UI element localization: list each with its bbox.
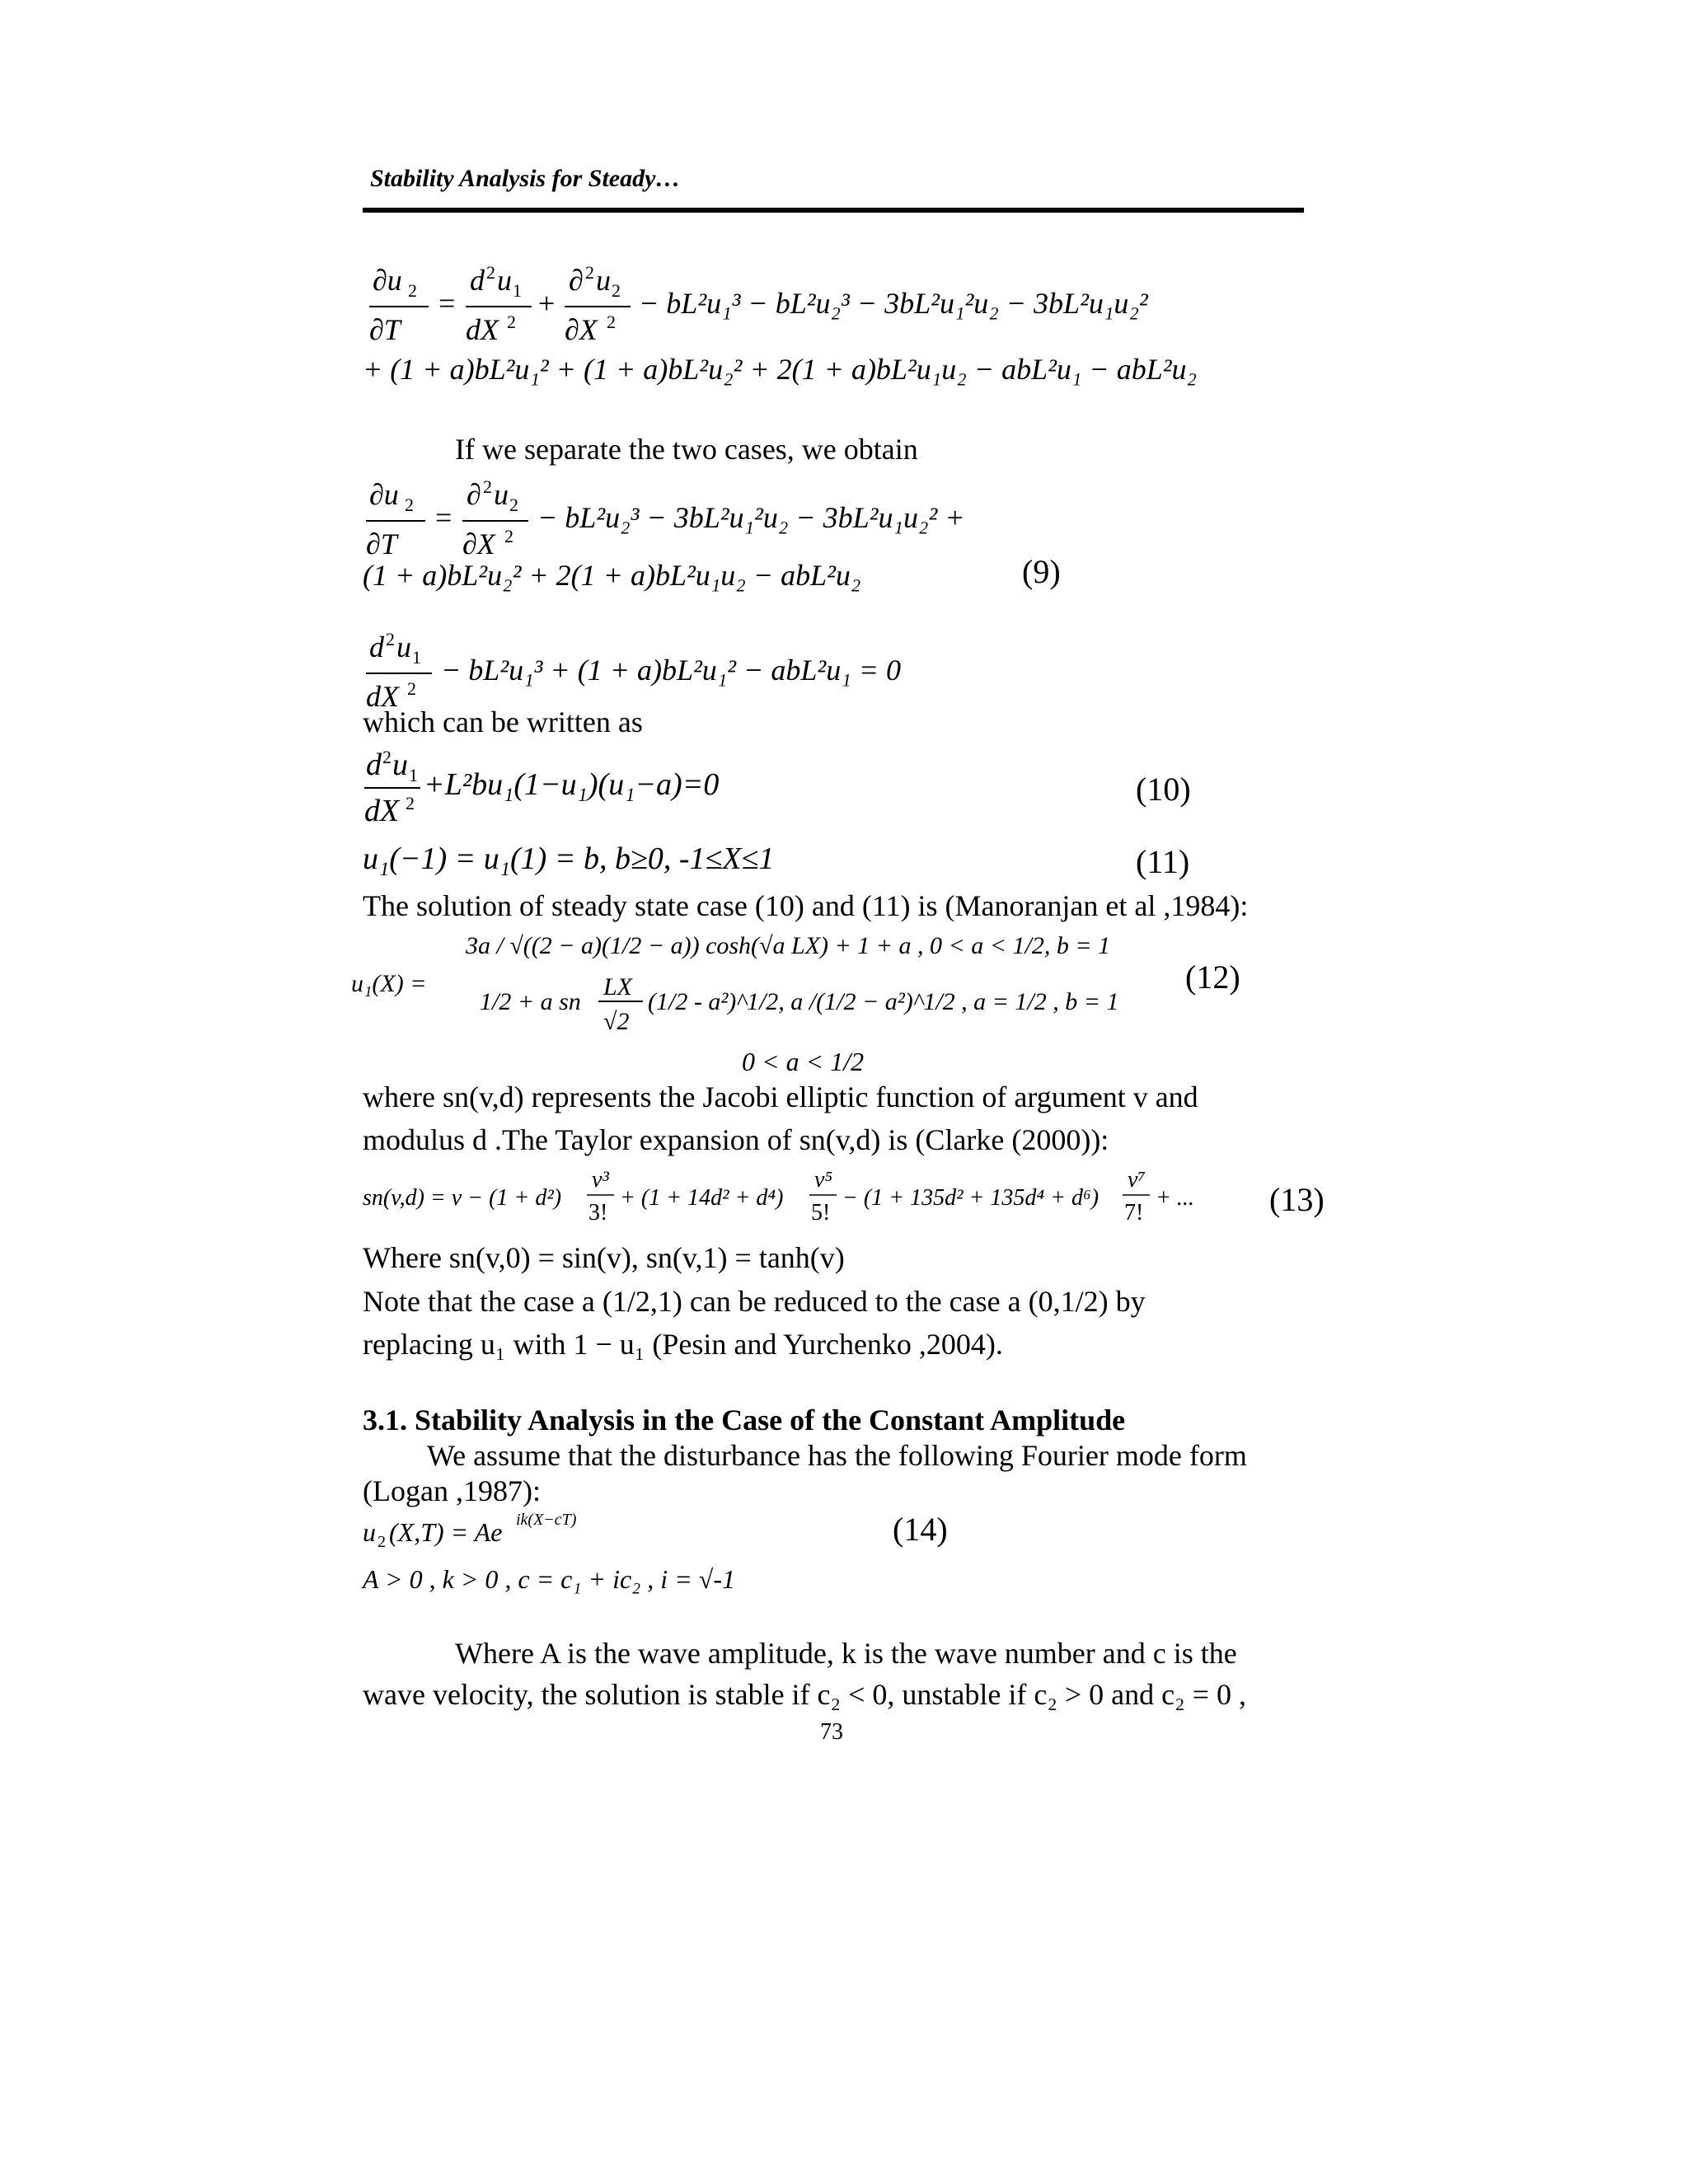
- svg-text:+L²bu₁(1−u₁)(u₁−a)=0: +L²bu₁(1−u₁)(u₁−a)=0: [424, 767, 720, 802]
- eq12-condition: 0 < a < 1/2: [742, 1047, 865, 1076]
- svg-text:sn(v,d) = v − (1 + d²): sn(v,d) = v − (1 + d²): [363, 1185, 562, 1211]
- svg-text:− (1 + 135d² + 135d⁴ + d⁶): − (1 + 135d² + 135d⁴ + d⁶): [842, 1185, 1100, 1211]
- svg-text:d: d: [369, 630, 384, 663]
- svg-text:2: 2: [486, 262, 495, 283]
- page-number: 73: [820, 1719, 843, 1745]
- svg-text:∂: ∂: [569, 264, 584, 297]
- text-where-2: modulus d .The Taylor expansion of sn(v,d) is (Clarke (2000)):: [363, 1123, 1109, 1156]
- text-assume-1: We assume that the disturbance has the following Fourier mode form: [427, 1439, 1247, 1472]
- text-final-2: wave velocity, the solution is stable if c₂ < 0, unstable if c₂ > 0 and c₂ = 0 ,: [363, 1678, 1246, 1711]
- svg-text:− bL²u₁³ + (1 + a)bL²u₁² − abL: − bL²u₁³ + (1 + a)bL²u₁² − abL²u₁ = 0: [441, 654, 902, 687]
- svg-text:2: 2: [406, 793, 415, 813]
- svg-text:∂X: ∂X: [565, 313, 598, 346]
- svg-text:∂: ∂: [467, 478, 481, 511]
- text-where-1: where sn(v,d) represents the Jacobi elliptic function of argument v and: [363, 1080, 1198, 1113]
- svg-text:2: 2: [507, 312, 516, 332]
- svg-text:u: u: [396, 630, 411, 663]
- text-note-1: Note that the case a (1/2,1) can be reduced to the case a (0,1/2) by: [363, 1285, 1146, 1318]
- svg-text:3!: 3!: [588, 1200, 608, 1226]
- equation-14: [363, 1504, 940, 1554]
- eq14-conditions: A > 0 , k > 0 , c = c₁ + ic₂ , i = √-1: [363, 1564, 735, 1594]
- svg-text:∂X: ∂X: [462, 527, 495, 560]
- svg-text:2: 2: [405, 494, 414, 515]
- eq12-number: (12): [1185, 958, 1240, 996]
- svg-text:d: d: [470, 264, 485, 297]
- text-note-2: replacing u₁ with 1 − u₁ (Pesin and Yurchenko ,2004).: [363, 1328, 1003, 1361]
- svg-text:+ ...: + ...: [1156, 1185, 1194, 1211]
- svg-text:2: 2: [377, 1533, 386, 1551]
- svg-text:+ (1 + 14d² + d⁴): + (1 + 14d² + d⁴): [620, 1185, 784, 1211]
- svg-text:2: 2: [386, 629, 395, 649]
- svg-text:∂T: ∂T: [369, 313, 401, 346]
- svg-text:u: u: [497, 264, 512, 297]
- svg-text:5!: 5!: [811, 1200, 831, 1226]
- svg-text:dX: dX: [364, 794, 400, 828]
- svg-text:2: 2: [585, 262, 594, 283]
- text-written-as: which can be written as: [363, 705, 643, 738]
- svg-text:1/2 + a sn: 1/2 + a sn: [480, 988, 581, 1015]
- text-where-sn: Where sn(v,0) = sin(v), sn(v,1) = tanh(v): [363, 1241, 845, 1274]
- svg-text:− bL²u₁³ − bL²u₂³ − 3bL²u₁²u₂: − bL²u₁³ − bL²u₂³ − 3bL²u₁²u₂ − 3bL²u₁u₂²: [639, 287, 1148, 320]
- svg-text:2: 2: [607, 312, 616, 332]
- svg-text:(X,T) = Ae: (X,T) = Ae: [389, 1517, 503, 1547]
- header-rule: [363, 208, 1304, 213]
- svg-text:+: +: [538, 287, 556, 320]
- text-separate: If we separate the two cases, we obtain: [455, 433, 918, 466]
- eq14-number: (14): [893, 1511, 948, 1548]
- svg-text:∂u: ∂u: [373, 264, 402, 297]
- svg-text:(1/2 - a²)^1/2, a /(1/2 − a²)^: (1/2 - a²)^1/2, a /(1/2 − a²)^1/2 , a = 1/2 , b = 1: [648, 988, 1119, 1015]
- svg-text:7!: 7!: [1124, 1200, 1144, 1226]
- svg-text:3a / √((2 − a)(1/2 − a)) cosh(: 3a / √((2 − a)(1/2 − a)) cosh(√a LX) + 1 + a , 0 < a < 1/2, b = 1: [466, 932, 1111, 959]
- svg-text:v⁷: v⁷: [1128, 1167, 1146, 1193]
- text-final-1: Where A is the wave amplitude, k is the wave number and c is the: [455, 1637, 1237, 1670]
- equation-9: [363, 470, 1302, 610]
- svg-text:v⁵: v⁵: [814, 1167, 833, 1193]
- svg-text:1: 1: [513, 280, 522, 301]
- svg-text:2: 2: [382, 747, 392, 767]
- svg-text:+ (1 + a)bL²u₁² + (1 + a)bL²u₂: + (1 + a)bL²u₁² + (1 + a)bL²u₂² + 2(1 + a)bL²u₁u₂ − abL²u₁ − abL²u₂: [363, 353, 1198, 386]
- svg-text:√2: √2: [603, 1008, 630, 1035]
- svg-text:2: 2: [483, 476, 492, 497]
- equation-11: u₁(−1) = u₁(1) = b, b≥0, -1≤X≤1: [363, 841, 775, 876]
- eq13-number: (13): [1269, 1181, 1325, 1218]
- svg-text:1: 1: [412, 647, 421, 668]
- svg-text:dX: dX: [366, 680, 399, 713]
- running-header: Stability Analysis for Steady…: [370, 165, 681, 192]
- svg-text:1: 1: [409, 765, 418, 785]
- svg-text:∂u: ∂u: [369, 478, 399, 511]
- svg-text:=: =: [435, 501, 452, 534]
- svg-text:dX: dX: [466, 313, 499, 346]
- text-assume-2: (Logan ,1987):: [363, 1474, 541, 1507]
- svg-text:2: 2: [504, 526, 513, 546]
- svg-text:− bL²u₂³ − 3bL²u₁²u₂ − 3bL²u₁u: − bL²u₂³ − 3bL²u₁²u₂ − 3bL²u₁u₂² +: [537, 501, 965, 534]
- equation-full: [363, 255, 1302, 396]
- svg-text:u: u: [363, 1517, 376, 1547]
- svg-text:(1 + a)bL²u₂² + 2(1 + a)bL²u₁u: (1 + a)bL²u₂² + 2(1 + a)bL²u₁u₂ − abL²u₂: [363, 559, 861, 592]
- svg-text:u: u: [494, 478, 509, 511]
- svg-text:2: 2: [612, 280, 621, 301]
- equation-13: [363, 1162, 1311, 1236]
- svg-text:∂T: ∂T: [366, 527, 397, 560]
- svg-text:u: u: [596, 264, 611, 297]
- section-heading: 3.1. Stability Analysis in the Case of the Constant Amplitude: [363, 1404, 1126, 1436]
- svg-text:2: 2: [407, 678, 416, 699]
- svg-text:ik(X−cT): ik(X−cT): [516, 1511, 577, 1529]
- svg-text:2: 2: [509, 494, 518, 515]
- svg-text:LX: LX: [603, 973, 633, 1001]
- eq9-number: (9): [1022, 553, 1061, 590]
- eq10-number: (10): [1136, 771, 1191, 808]
- svg-text:u: u: [392, 748, 408, 782]
- svg-text:v³: v³: [592, 1167, 609, 1193]
- eq11-number: (11): [1136, 843, 1190, 880]
- text-solution-intro: The solution of steady state case (10) and (11) is (Manoranjan et al ,1984):: [363, 889, 1249, 922]
- svg-text:=: =: [438, 287, 456, 320]
- svg-text:2: 2: [408, 280, 417, 301]
- svg-text:d: d: [366, 748, 382, 782]
- svg-text:u₁(X) =: u₁(X) =: [351, 970, 427, 997]
